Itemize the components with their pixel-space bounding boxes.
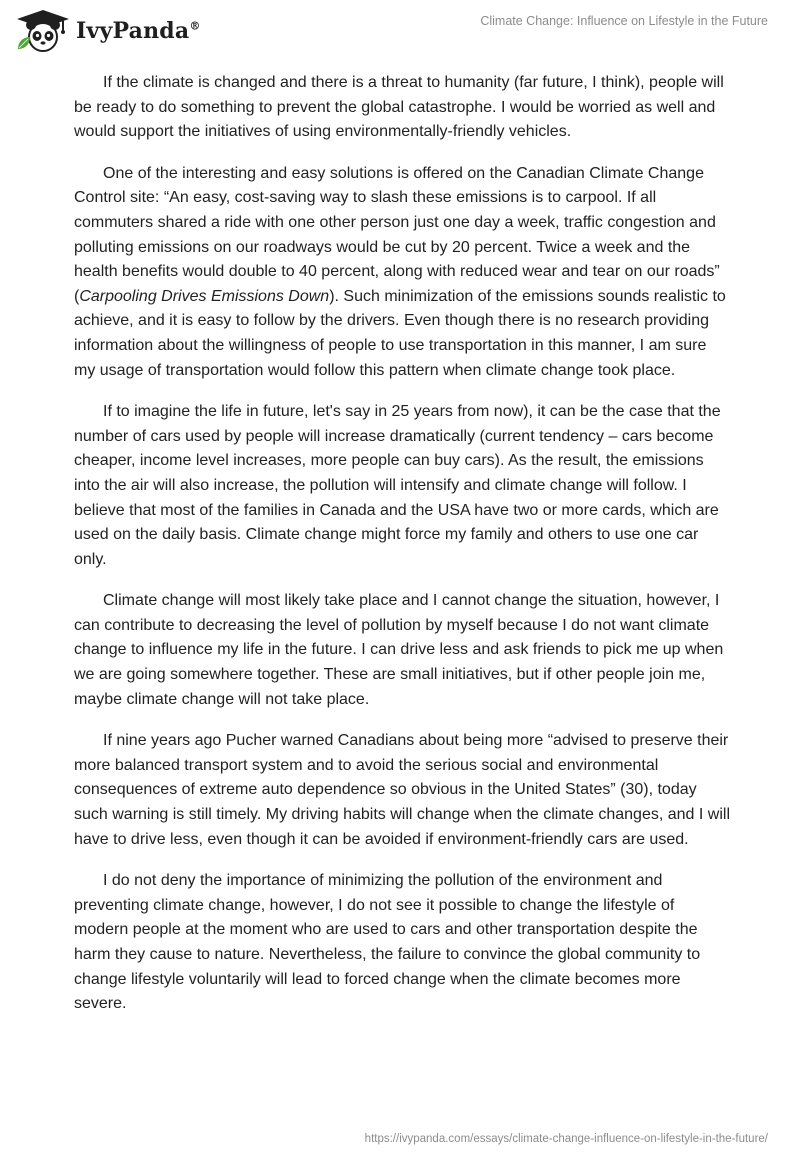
citation-title: Carpooling Drives Emissions Down (79, 287, 330, 305)
source-url[interactable]: https://ivypanda.com/essays/climate-change-influence-on-lifestyle-in-the-future/ (364, 1133, 768, 1145)
paragraph-3: If to imagine the life in future, let's say in 25 years from now), it can be the case that the number of cars used by people will increase dramatically (current tendency – cars become cheaper, income level increases, more people can buy cars). As the result, the emissions into the air will also increase, the pollution will intensify and climate change will follow. I believe that most of the families in Canada and the USA have two or more cards, which are used on the daily basis. Climate change might force my family and others to use one car only. (74, 403, 721, 568)
document-title: Climate Change: Influence on Lifestyle in the Future (480, 14, 768, 28)
panda-graduate-icon (14, 9, 72, 53)
essay-body (74, 71, 732, 1034)
ivypanda-logo[interactable] (14, 9, 201, 53)
paragraph-4: Climate change will most likely take place and I cannot change the situation, however, I can contribute to decreasing the level of pollution by myself because I do not want climate change to influence my life in the future. I can drive less and ask friends to pick me up when we are going somewhere together. These are small initiatives, but if other people join me, maybe climate change will not take place. (74, 592, 724, 708)
paragraph-6: I do not deny the importance of minimizing the pollution of the environment and preventing climate change, however, I do not see it possible to change the lifestyle of modern people at the moment who are used to cars and other transportation despite the harm they cause to nature. Nevertheless, the failure to convince the global community to change lifestyle voluntarily will lead to forced change when the climate becomes more severe. (74, 872, 701, 1013)
brand-name: IvyPanda® (76, 18, 201, 44)
paragraph-2: One of the interesting and easy solutions is offered on the Canadian Climate Change Control site: “An easy, cost-saving way to slash these emissions is to carpool. If all commuters shared a ride with one other person just one day a week, traffic congestion and polluting emissions on our roadways would be cut by 20 percent. Twice a week and the health benefits would double to 40 percent, along with reduced wear and tear on our roads” (Carpooling Drives Emissions Down). Such minimization of the emissions sounds realistic to achieve, and it is easy to follow by the drivers. Even though there is no research providing information about the willingness of people to use transportation in this manner, I am sure my usage of transportation would follow this pattern when climate change took place. (74, 164, 726, 379)
paragraph-5: If nine years ago Pucher warned Canadians about being more “advised to preserve their more balanced transport system and to avoid the serious social and environmental consequences of extreme auto dependence so obvious in the United States” (30), today such warning is still timely. My driving habits will change when the climate changes, and I will have to drive less, even though it can be avoided if environment-friendly cars are used. (74, 732, 730, 848)
paragraph-1: If the climate is changed and there is a threat to humanity (far future, I think), people will be ready to do something to prevent the global catastrophe. I would be worried as well and would support the initiatives of using environmentally-friendly vehicles. (74, 74, 724, 141)
page-header (0, 0, 800, 60)
